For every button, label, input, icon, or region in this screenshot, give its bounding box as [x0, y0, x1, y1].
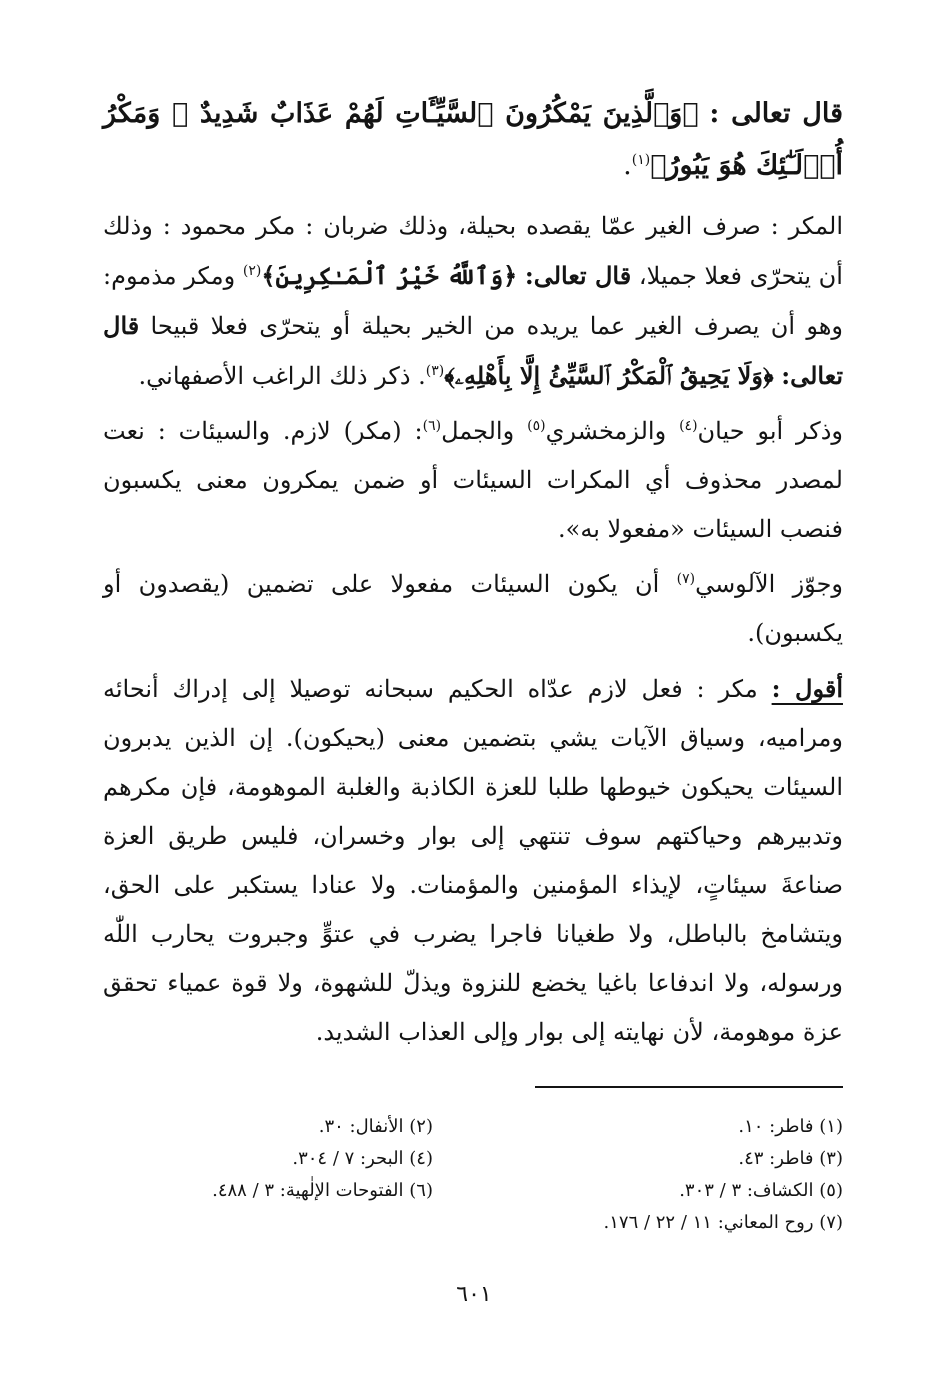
- alusi-paragraph: [103, 560, 843, 658]
- footnote-1: (١) فاطر: ١٠.: [738, 1116, 843, 1137]
- paragraph-text: ومكر مذموم: وهو أن يصرف الغير عما يريده من الخير بحيلة أو يتحرّى فعلا قبيحا: [103, 262, 843, 340]
- verse-intro: قال تعالى:: [524, 261, 632, 290]
- verse-intro: قال تعالى :: [709, 98, 843, 129]
- paragraph-text: والجمل: [441, 417, 515, 445]
- footnote-ref: (٧): [676, 571, 696, 587]
- verse-intro: قال تعالى:: [103, 311, 843, 390]
- footnote-ref: (٥): [527, 418, 546, 434]
- quran-verse: ﴿وَٱلَّذِينَ يَمْكُرُونَ ٱلسَّيِّـَٔاتِ لَهُمْ عَذَابٌ شَدِيدٌ ۖ وَمَكْرُ أُو۟لَـٰٓئِكَ هُوَ يَبُورُ﴾: [103, 98, 843, 181]
- footnotes: [103, 1112, 843, 1238]
- aqul-label: أقول :: [771, 674, 843, 703]
- footnote-3: (٣) فاطر: ٤٣.: [738, 1148, 843, 1169]
- definition-paragraph: [103, 202, 843, 401]
- paragraph-text: المكر : صرف الغير عمّا يقصده بحيلة، وذلك ضربان : مكر محمود : وذلك أن يتحرّى فعلا جميلا،: [103, 212, 843, 290]
- footnote-2: (٢) الأنفال: ٣٠.: [318, 1116, 433, 1137]
- paragraph-text: : (مكر) لازم. والسيئات : نعت لمصدر محذوف أي المكرات السيئات أو ضمن يمكرون معنى يكسبون فنصب السيئات «مفعولا به».: [103, 417, 843, 543]
- paragraph-text: والزمخشري: [545, 417, 667, 445]
- paragraph-text: مكر : فعل لازم عدّاه الحكيم سبحانه توصيلا إلى إدراك أنحائه ومراميه، وسياق الآيات يشي بتضمين معنى (يحيكون). إن الذين يدبرون السيئات يحيكون خيوطها طلبا للعزة الكاذبة والغلبة الموهومة، فإن مكرهم وتدبيرهم وحياكتهم سوف تنتهي إلى بوار وخسران، فليس طريق العزة صناعةَ سيئاتٍ، لإيذاء المؤمنين والمؤمنات. ولا عنادا يستكبر على الحق، ويتشامخ بالباطل، ولا طغيانا فاجرا يضرب في عتوٍّ وجبروت يحارب اللّٰه ورسوله، ولا اندفاعا باغيا يخضع للنزوة ويذلّ للشهوة، ولا قوة عمياء تحقق عزة موهومة، لأن نهايته إلى بوار وإلى العذاب الشديد.: [103, 675, 844, 1046]
- grammar-paragraph: [103, 407, 843, 554]
- page-number: ٦٠١: [456, 1282, 492, 1307]
- footnote-ref: (٤): [679, 418, 698, 434]
- footnote-5: (٥) الكشاف: ٣ / ٣٠٣.: [679, 1180, 843, 1201]
- verse-end: .: [623, 150, 632, 181]
- paragraph-text: وذكر أبو حيان: [697, 417, 843, 445]
- page-body: [103, 88, 843, 1063]
- footnote-ref: (٦): [422, 418, 442, 434]
- footnote-divider: [535, 1086, 843, 1088]
- footnote-ref: (١): [631, 152, 651, 168]
- footnote-ref: (٣): [425, 363, 445, 379]
- footnote-7: (٧) روح المعاني: ١١ / ٢٢ / ١٧٦.: [603, 1212, 843, 1233]
- footnote-4: (٤) البحر: ٧ / ٣٠٤.: [292, 1148, 433, 1169]
- quran-verse: ﴿وَٱللَّهُ خَيْرُ ٱلْمَـٰكِرِينَ﴾: [261, 261, 518, 290]
- footnote-6: (٦) الفتوحات الإلٰهية: ٣ / ٤٨٨.: [212, 1180, 433, 1201]
- footnote-ref: (٢): [242, 263, 262, 279]
- verse-paragraph: [103, 88, 843, 192]
- paragraph-text: . ذكر ذلك الراغب الأصفهاني.: [138, 362, 426, 390]
- quran-verse: ﴿وَلَا يَحِيقُ ٱلْمَكْرُ ٱلسَّيِّئُ إِلَّا بِأَهْلِهِۦ﴾: [444, 361, 774, 390]
- paragraph-text: أن يكون السيئات مفعولا على تضمين (يقصدون أو يكسبون).: [103, 570, 843, 647]
- paragraph-text: وجوّز الآلوسي: [695, 570, 843, 598]
- commentary-paragraph: [103, 664, 843, 1057]
